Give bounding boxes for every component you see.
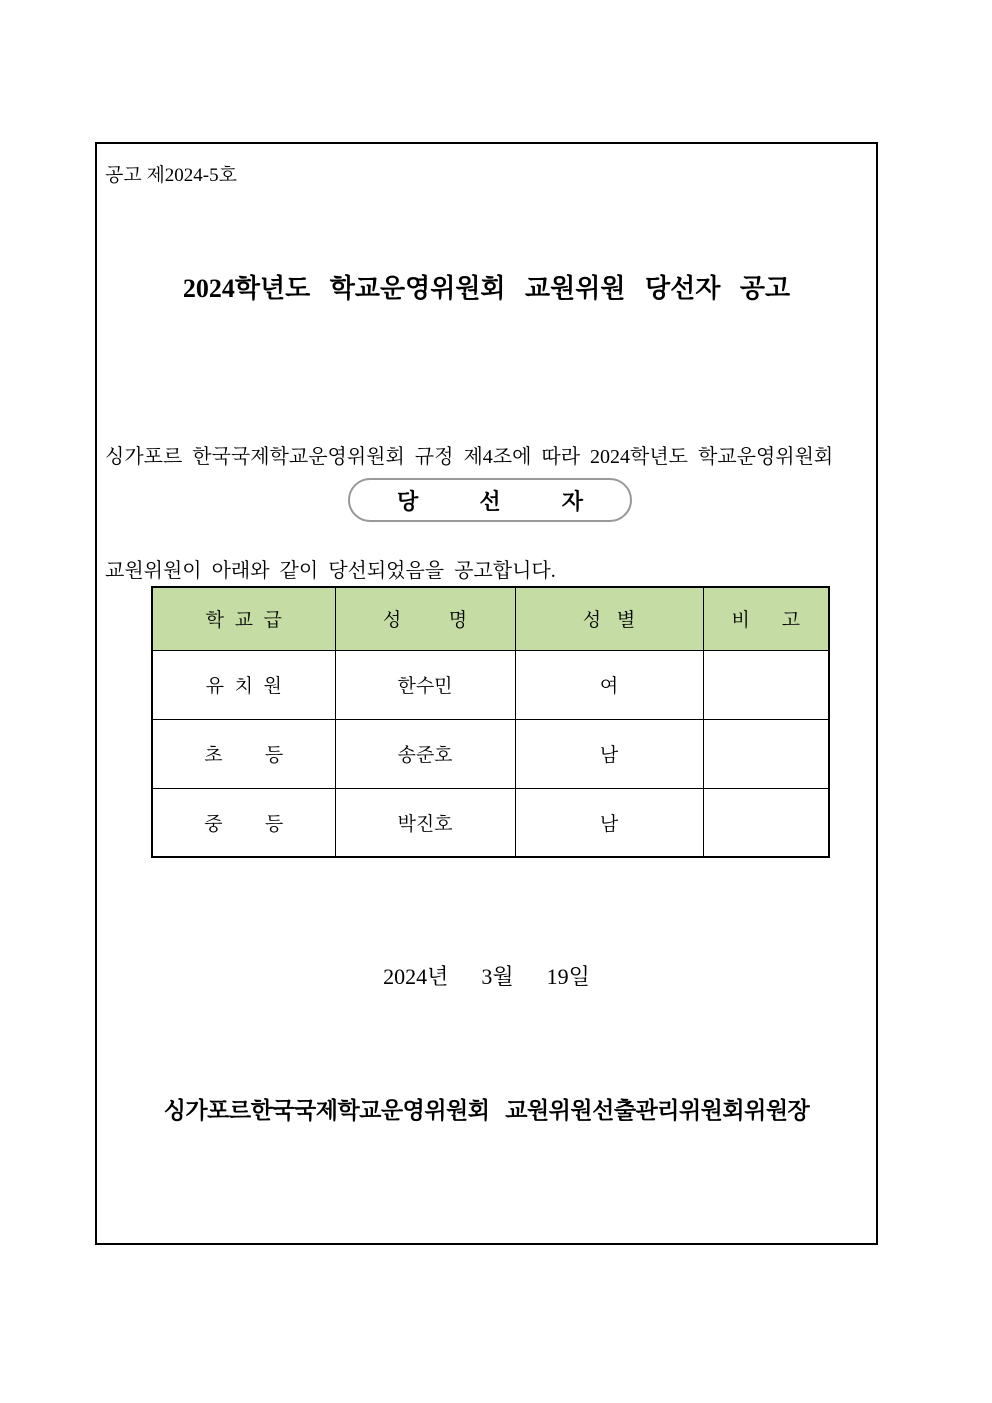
cell-school-level: 유 치 원 (152, 650, 335, 719)
announcement-date: 2024년 3월 19일 (383, 964, 590, 989)
cell-gender: 남 (515, 788, 703, 857)
cell-name: 송준호 (335, 719, 515, 788)
header-note: 비 고 (703, 587, 829, 650)
header-name: 성 명 (335, 587, 515, 650)
body-line-1: 싱가포르 한국국제학교운영위원회 규정 제4조에 따라 2024학년도 학교운영위원회 (105, 446, 834, 468)
body-line-2: 교원위원이 아래와 같이 당선되었음을 공고합니다. (105, 560, 556, 582)
table-row (152, 788, 829, 857)
winners-badge-label: 당 선 자 (396, 488, 583, 514)
header-school-level: 학 교 급 (152, 587, 335, 650)
cell-gender: 남 (515, 719, 703, 788)
cell-note (703, 788, 829, 857)
table-row (152, 650, 829, 719)
cell-note (703, 650, 829, 719)
table-header-row (152, 587, 829, 650)
cell-note (703, 719, 829, 788)
header-gender: 성 별 (515, 587, 703, 650)
winners-table (151, 586, 830, 858)
notice-number: 공고 제2024-5호 (105, 165, 237, 186)
cell-name: 박진호 (335, 788, 515, 857)
page-title: 2024학년도 학교운영위원회 교원위원 당선자 공고 (182, 274, 791, 303)
cell-name: 한수민 (335, 650, 515, 719)
document-page (95, 142, 878, 1245)
signature-issuer: 싱가포르한국국제학교운영위원회 교원위원선출관리위원회위원장 (163, 1098, 810, 1123)
cell-school-level: 중 등 (152, 788, 335, 857)
cell-school-level: 초 등 (152, 719, 335, 788)
winners-badge (348, 478, 632, 522)
table-row (152, 719, 829, 788)
cell-gender: 여 (515, 650, 703, 719)
